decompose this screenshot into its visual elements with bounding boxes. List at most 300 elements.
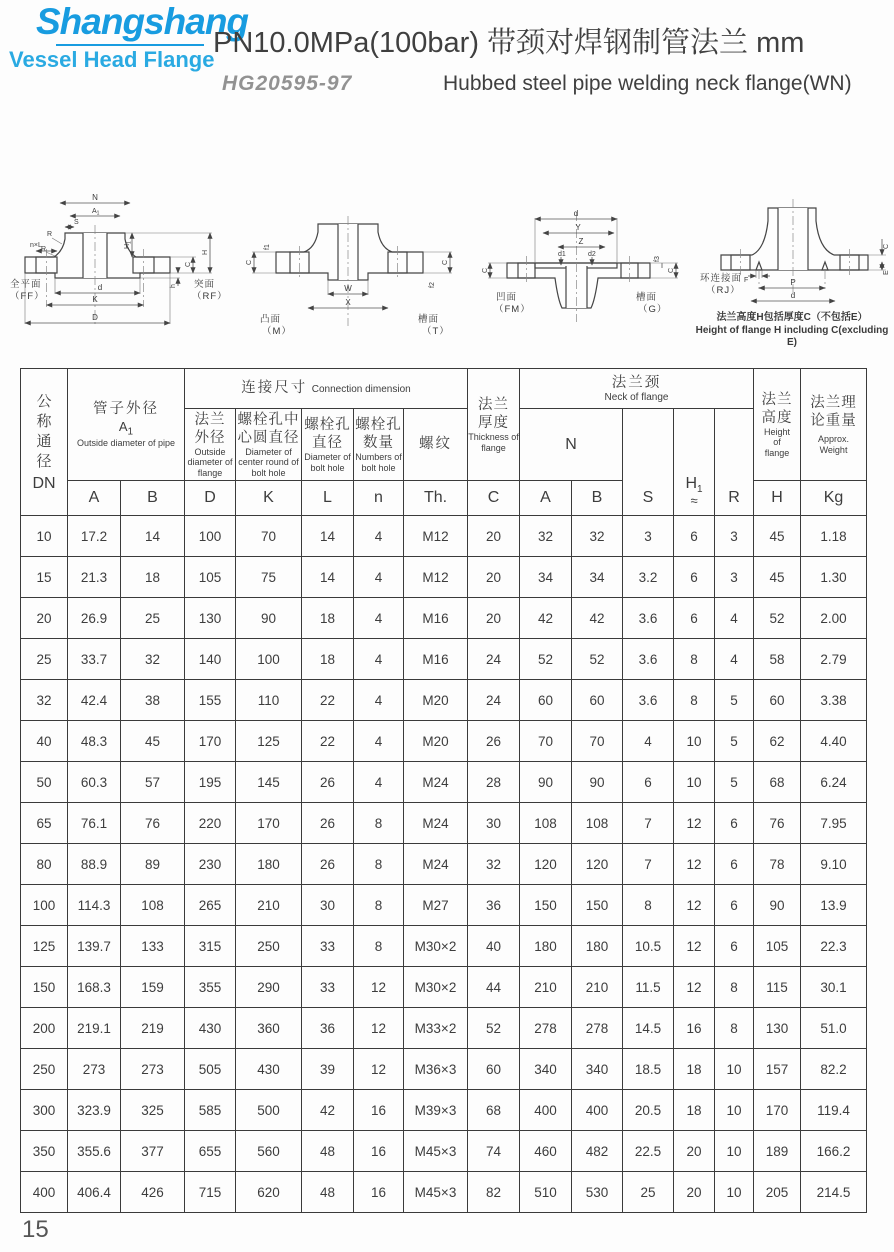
table-cell: 90 [754,885,801,926]
table-cell: 76 [754,803,801,844]
table-cell: 32 [468,844,520,885]
table-cell: 377 [121,1131,185,1172]
table-cell: 323.9 [68,1090,121,1131]
face-label-g-cn: 槽面 [636,292,658,303]
table-cell: 42 [302,1090,354,1131]
table-cell: 100 [185,516,236,557]
table-cell: 8 [674,680,715,721]
table-cell: 110 [236,680,302,721]
dim-label-d: d [573,210,579,218]
table-cell: 430 [236,1049,302,1090]
col-header-dn-sym: DN [32,474,56,492]
table-cell: 108 [121,885,185,926]
face-label-rf-cn: 突面 [194,279,216,290]
table-cell: 60 [520,680,572,721]
table-cell: 32 [572,516,623,557]
col-header-kg-sym: Kg [801,481,867,516]
face-label-fm-code: （FM） [494,304,531,315]
table-cell: 1.30 [801,557,867,598]
table-cell: 45 [121,721,185,762]
table-cell: 12 [674,803,715,844]
table-cell: 14.5 [623,1008,674,1049]
dim-label-h: h [170,284,177,288]
logo-text: Shangshang [36,1,249,42]
table-cell: 70 [236,516,302,557]
drawing-flange-rj [700,195,894,310]
table-cell: 100 [21,885,68,926]
table-cell: 273 [121,1049,185,1090]
table-cell: 13.9 [801,885,867,926]
table-cell: 4 [354,639,404,680]
table-cell: 60.3 [68,762,121,803]
col-header-n-sym: n [354,481,404,516]
table-cell: 18 [674,1049,715,1090]
dim-label-C-right: C [442,259,449,265]
table-cell: 28 [468,762,520,803]
col-header-k-sym: K [236,481,302,516]
dim-label-C-left: C [482,267,489,273]
table-cell: 30.1 [801,967,867,1008]
dim-label-H1: $H_1$ [124,241,133,249]
table-cell: 68 [754,762,801,803]
table-cell: 290 [236,967,302,1008]
face-label-g-code: （G） [638,304,668,315]
table-cell: M30×2 [404,967,468,1008]
table-cell: M16 [404,598,468,639]
table-cell: 205 [754,1172,801,1213]
table-cell: M12 [404,516,468,557]
face-label-m-code: （M） [262,326,292,337]
dim-label-R2: R [41,246,47,253]
table-row [21,926,867,967]
table-cell: 51.0 [801,1008,867,1049]
table-cell: 12 [354,967,404,1008]
table-body [21,516,867,1213]
table-cell: 22 [302,680,354,721]
table-cell: 7 [623,844,674,885]
table-cell: 4 [354,721,404,762]
table-cell: 220 [185,803,236,844]
table-cell: 100 [236,639,302,680]
table-cell: 460 [520,1131,572,1172]
dim-label-Z: Z [578,237,584,246]
table-cell: 70 [520,721,572,762]
table-cell: 250 [21,1049,68,1090]
table-cell: 52 [468,1008,520,1049]
table-cell: 20 [674,1131,715,1172]
table-cell: 4 [715,598,754,639]
dim-label-d: d [790,291,796,300]
dim-label-E: E [883,270,890,275]
col-header-neck-r: R [715,409,754,516]
table-cell: 24 [468,639,520,680]
col-header-neck-b: B [572,481,623,516]
table-cell: 14 [302,516,354,557]
table-cell: 715 [185,1172,236,1213]
drawing-note [690,312,894,350]
table-row [21,1090,867,1131]
table-cell: 170 [754,1090,801,1131]
table-cell: 33 [302,926,354,967]
table-cell: 219 [121,1008,185,1049]
table-cell: M24 [404,803,468,844]
spec-table [20,368,867,1213]
table-cell: 76 [121,803,185,844]
table-cell: 8 [715,1008,754,1049]
dim-label-f2: f2 [429,282,436,288]
table-cell: 530 [572,1172,623,1213]
col-header-neck: 法兰颈 Neck of flange [520,369,754,409]
page-number: 15 [22,1216,49,1243]
col-header-neck-h1: $H_1$ ≈ [674,409,715,516]
table-cell: 4 [354,762,404,803]
table-cell: 48 [302,1131,354,1172]
table-cell: 26.9 [68,598,121,639]
flange-cross-section [276,216,423,326]
table-cell: 90 [236,598,302,639]
table-cell: 157 [754,1049,801,1090]
table-cell: 6 [715,803,754,844]
col-header-dn [21,369,68,516]
table-cell: 340 [520,1049,572,1090]
table-cell: 20 [674,1172,715,1213]
table-cell: M33×2 [404,1008,468,1049]
table-cell: 3 [715,516,754,557]
table-cell: 5 [715,721,754,762]
face-label-rf-code: （RF） [192,291,228,302]
face-label-ff-code: （FF） [10,291,45,302]
table-cell: 52 [572,639,623,680]
table-cell: 360 [236,1008,302,1049]
table-cell: 60 [468,1049,520,1090]
table-cell: 230 [185,844,236,885]
table-cell: 170 [236,803,302,844]
table-cell: 25 [121,598,185,639]
table-cell: 12 [674,885,715,926]
table-cell: 120 [520,844,572,885]
table-cell: 108 [572,803,623,844]
table-cell: 70 [572,721,623,762]
table-cell: 39 [302,1049,354,1090]
table-row [21,762,867,803]
dim-label-d1: d1 [558,251,566,258]
table-cell: 62 [754,721,801,762]
dim-label-X: X [345,298,351,307]
dim-label-S: S [74,219,79,226]
table-cell: 25 [623,1172,674,1213]
table-cell: 300 [21,1090,68,1131]
table-cell: 40 [468,926,520,967]
table-cell: 58 [754,639,801,680]
col-header-thread: 螺纹 [404,409,468,481]
table-cell: 20 [21,598,68,639]
table-cell: M39×3 [404,1090,468,1131]
table-cell: 36 [468,885,520,926]
table-cell: 18 [302,639,354,680]
table-cell: 60 [572,680,623,721]
table-cell: 14 [302,557,354,598]
table-cell: 88.9 [68,844,121,885]
table-cell: 90 [520,762,572,803]
table-cell: 33 [302,967,354,1008]
table-cell: 278 [520,1008,572,1049]
dim-label-P: P [790,278,796,287]
table-cell: 10 [715,1172,754,1213]
table-cell: 10 [674,721,715,762]
col-header-neck-n: N [520,409,623,481]
table-cell: 350 [21,1131,68,1172]
table-row [21,1131,867,1172]
dim-label-C: C [883,243,890,249]
table-cell: 16 [354,1131,404,1172]
table-cell: 78 [754,844,801,885]
dim-label-K: K [92,295,98,304]
table-cell: 32 [121,639,185,680]
table-cell: 430 [185,1008,236,1049]
col-header-dn-cn: 公称通径 [36,392,52,470]
table-cell: M20 [404,680,468,721]
table-cell: 12 [674,844,715,885]
table-cell: 5 [715,762,754,803]
dim-label-nxL: n×L [30,242,42,249]
table-cell: 50 [21,762,68,803]
dim-label-d2: d2 [588,251,596,258]
face-label-ff-cn: 全平面 [10,279,42,290]
table-cell: 482 [572,1131,623,1172]
table-cell: 8 [674,639,715,680]
face-label-t-code: （T） [422,326,450,337]
table-cell: 36 [302,1008,354,1049]
face-label-rj-cn: 环连接面 [700,273,743,284]
table-cell: 278 [572,1008,623,1049]
table-cell: 11.5 [623,967,674,1008]
dim-label-W: W [344,284,352,293]
drawing-flange-ff-rf [10,193,235,333]
table-cell: 12 [674,967,715,1008]
table-cell: 9.10 [801,844,867,885]
col-header-h-sym: H [754,481,801,516]
table-cell: 130 [185,598,236,639]
table-cell: 108 [520,803,572,844]
table-cell: 150 [520,885,572,926]
table-cell: 6 [715,885,754,926]
table-cell: 5 [715,680,754,721]
table-cell: 42 [572,598,623,639]
table-cell: 26 [302,762,354,803]
drawing-flange-fm-g [478,210,688,330]
table-row [21,885,867,926]
table-cell: 210 [236,885,302,926]
table-cell: 189 [754,1131,801,1172]
table-row [21,803,867,844]
table-cell: 14 [121,516,185,557]
table-cell: 180 [572,926,623,967]
table-cell: 6.24 [801,762,867,803]
table-cell: 4.40 [801,721,867,762]
table-cell: 10 [715,1049,754,1090]
table-cell: 400 [21,1172,68,1213]
dim-label-d: d [97,283,103,292]
table-cell: 139.7 [68,926,121,967]
face-label-t-cn: 槽面 [418,314,440,325]
dim-label-D: D [92,313,98,322]
table-cell: 42 [520,598,572,639]
table-cell: 155 [185,680,236,721]
table-row [21,844,867,885]
table-cell: 26 [302,844,354,885]
dim-label-F: F [744,277,749,284]
table-cell: 10 [21,516,68,557]
dim-label-N: N [92,193,98,202]
face-label-m-cn: 凸面 [260,314,282,325]
table-cell: 22.5 [623,1131,674,1172]
table-cell: 4 [623,721,674,762]
table-cell: 140 [185,639,236,680]
dim-label-Y: Y [575,223,581,232]
table-cell: 6 [623,762,674,803]
col-header-bolt-count: 螺栓孔 数量 Numbers of bolt hole [354,409,404,481]
table-cell: 8 [354,803,404,844]
table-cell: 125 [21,926,68,967]
table-cell: 42.4 [68,680,121,721]
table-cell: 25 [21,639,68,680]
face-label-fm-cn: 凹面 [496,292,518,303]
table-cell: M45×3 [404,1172,468,1213]
dim-label-C-left: C [246,259,253,265]
table-cell: 40 [21,721,68,762]
dimension-lines [25,193,212,324]
dim-label-R: R [47,231,53,238]
table-cell: 400 [572,1090,623,1131]
col-header-neck-s: S [623,409,674,516]
table-cell: 195 [185,762,236,803]
table-cell: 355.6 [68,1131,121,1172]
table-cell: 20.5 [623,1090,674,1131]
table-cell: 500 [236,1090,302,1131]
table-cell: 3.6 [623,639,674,680]
dim-label-C-right: C [668,267,675,273]
table-cell: 3 [715,557,754,598]
table-cell: 82.2 [801,1049,867,1090]
table-cell: 10 [674,762,715,803]
table-cell: 180 [236,844,302,885]
table-cell: 82 [468,1172,520,1213]
table-row [21,721,867,762]
table-cell: 180 [520,926,572,967]
table-cell: 26 [302,803,354,844]
table-cell: 12 [354,1008,404,1049]
table-cell: M12 [404,557,468,598]
col-header-weight: 法兰理 论重量 Approx. Weight [801,369,867,481]
table-cell: 21.3 [68,557,121,598]
table-cell: M30×2 [404,926,468,967]
table-cell: M24 [404,844,468,885]
table-cell: M36×3 [404,1049,468,1090]
table-row [21,1172,867,1213]
table-cell: 6 [674,516,715,557]
table-cell: 8 [715,967,754,1008]
dim-label-f3: f3 [654,256,661,262]
table-cell: 620 [236,1172,302,1213]
drawing-flange-m-t [242,210,462,340]
table-cell: 355 [185,967,236,1008]
table-cell: 325 [121,1090,185,1131]
table-cell: 26 [468,721,520,762]
table-cell: 48.3 [68,721,121,762]
table-cell: 34 [572,557,623,598]
table-cell: 250 [236,926,302,967]
table-cell: 12 [354,1049,404,1090]
col-header-pipe-od: 管子外径 $A_1$ Outside diameter of pipe [68,369,185,481]
table-cell: 33.7 [68,639,121,680]
table-cell: 219.1 [68,1008,121,1049]
table-cell: 1.18 [801,516,867,557]
table-cell: 24 [468,680,520,721]
table-cell: 8 [354,885,404,926]
table-cell: M45×3 [404,1131,468,1172]
page-title: PN10.0MPa(100bar) 带颈对焊钢制管法兰 mm [213,27,805,59]
col-header-neck-a: A [520,481,572,516]
table-cell: 12 [674,926,715,967]
page-subtitle-en: Hubbed steel pipe welding neck flange(WN) [443,72,852,95]
table-cell: 8 [623,885,674,926]
table-cell: 32 [520,516,572,557]
table-cell: 75 [236,557,302,598]
table-cell: 20 [468,598,520,639]
table-cell: 7.95 [801,803,867,844]
table-cell: 18 [121,557,185,598]
table-cell: 168.3 [68,967,121,1008]
table-cell: 159 [121,967,185,1008]
table-cell: 30 [302,885,354,926]
table-cell: 6 [674,598,715,639]
table-row [21,967,867,1008]
logo-underline [56,44,204,46]
table-cell: 10.5 [623,926,674,967]
table-cell: 22.3 [801,926,867,967]
table-cell: M20 [404,721,468,762]
drawing-note-cn: 法兰高度H包括厚度C（不包括E） [716,312,868,323]
table-cell: 166.2 [801,1131,867,1172]
table-cell: 4 [354,557,404,598]
table-cell: 3.2 [623,557,674,598]
col-header-height: 法兰 高度 Height of flange [754,369,801,481]
table-cell: 120 [572,844,623,885]
table-cell: 585 [185,1090,236,1131]
table-cell: 210 [520,967,572,1008]
table-cell: 52 [520,639,572,680]
table-cell: 125 [236,721,302,762]
table-cell: 6 [715,926,754,967]
table-cell: 400 [520,1090,572,1131]
table-cell: 16 [354,1090,404,1131]
table-cell: 48 [302,1172,354,1213]
table-cell: 105 [185,557,236,598]
table-cell: 170 [185,721,236,762]
table-cell: 7 [623,803,674,844]
table-cell: 18 [302,598,354,639]
table-cell: 89 [121,844,185,885]
table-cell: 2.00 [801,598,867,639]
dim-label-C: C [185,261,192,267]
table-cell: 18 [674,1090,715,1131]
table-cell: 22 [302,721,354,762]
table-cell: 20 [468,516,520,557]
table-cell: 210 [572,967,623,1008]
col-header-a: A [68,481,121,516]
table-cell: 133 [121,926,185,967]
table-cell: 200 [21,1008,68,1049]
